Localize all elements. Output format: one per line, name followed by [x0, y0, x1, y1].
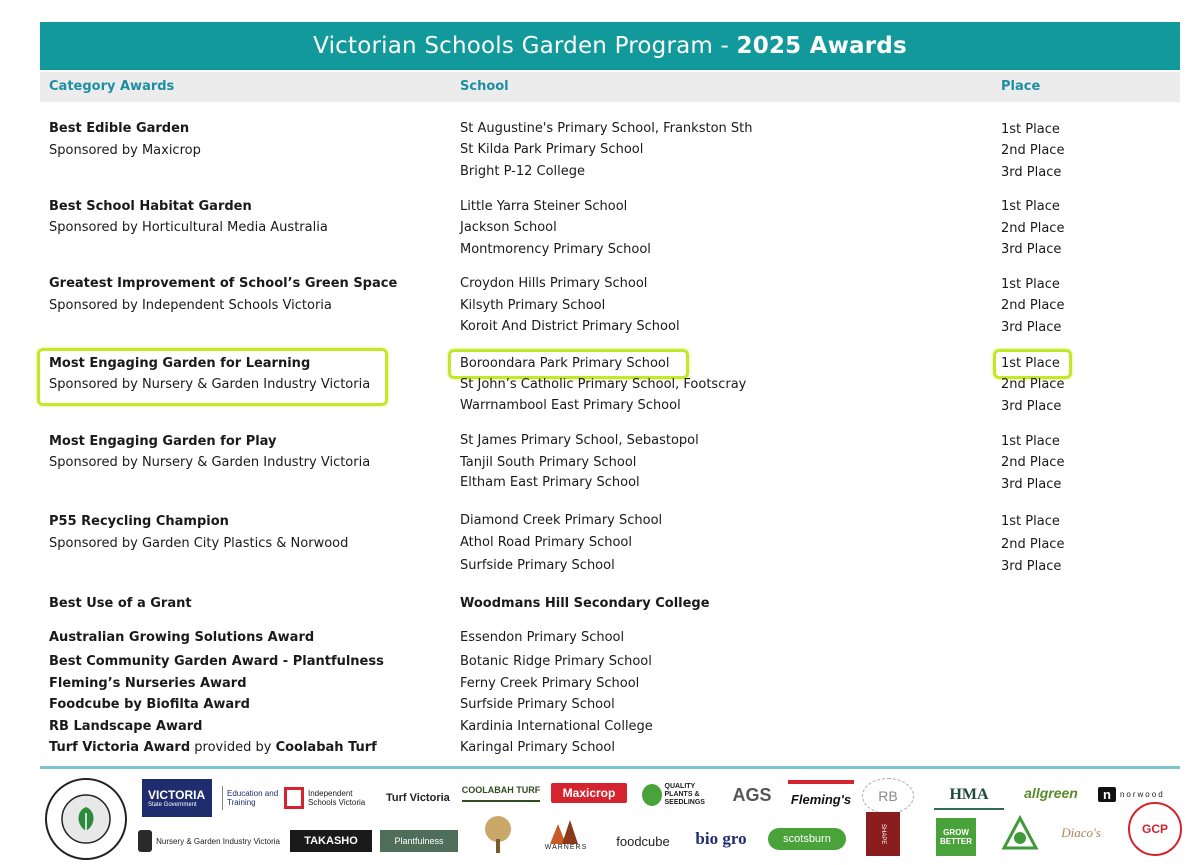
place-label: 3rd Place [1001, 320, 1062, 335]
school-name: Little Yarra Steiner School [460, 199, 628, 214]
place-label: 3rd Place [1001, 477, 1062, 492]
category-title: Australian Growing Solutions Award [49, 630, 315, 645]
place-label: 2nd Place [1001, 221, 1065, 236]
place-label: 2nd Place [1001, 537, 1065, 552]
hand-leaf-icon [138, 830, 152, 852]
category-sponsor: Sponsored by Independent Schools Victoria [49, 298, 332, 313]
isv-logo [282, 784, 378, 812]
school-name: St Kilda Park Primary School [460, 142, 644, 157]
vsgp-logo [44, 777, 128, 861]
scotsburn-logo: scotsburn [768, 828, 846, 850]
recycle-logo [998, 812, 1042, 856]
school-name: Surfside Primary School [460, 558, 615, 573]
foodcube-logo: foodcube [616, 833, 670, 849]
recycle-5-icon [1000, 814, 1040, 854]
school-name: St James Primary School, Sebastopol [460, 433, 699, 448]
coolabah-logo: COOLABAH TURF [462, 780, 540, 802]
warners-mark-icon [546, 818, 586, 844]
category-title: Best Community Garden Award - Plantfulness [49, 654, 384, 669]
plantfulness-logo: Plantfulness [380, 830, 458, 852]
norwood-mark: n [1098, 787, 1116, 802]
category-title: RB Landscape Award [49, 719, 203, 734]
turf-award-connector: provided by [190, 740, 276, 755]
place-label: 3rd Place [1001, 399, 1062, 414]
vsgp-seal-icon [44, 777, 128, 861]
school-name: Jackson School [460, 220, 557, 235]
school-name: Warrnambool East Primary School [460, 398, 681, 413]
shape-logo: SHAPE [866, 812, 900, 856]
takasho-logo: TAKASHO [290, 830, 372, 852]
place-label: 1st Place [1001, 434, 1060, 449]
category-title: Best School Habitat Garden [49, 199, 252, 214]
category-sponsor: Sponsored by Nursery & Garden Industry Victoria [49, 455, 371, 470]
place-label: 1st Place [1001, 514, 1060, 529]
isv-mark-icon [284, 787, 304, 809]
school-name: Karingal Primary School [460, 740, 615, 755]
place-label: 1st Place [1001, 122, 1060, 137]
category-sponsor: Sponsored by Garden City Plastics & Norwood [49, 536, 349, 551]
school-name: Diamond Creek Primary School [460, 513, 663, 528]
isv-logo-text: Independent Schools Victoria [308, 789, 366, 807]
place-label: 2nd Place [1001, 377, 1065, 392]
tree-icon [476, 815, 520, 855]
school-name: Eltham East Primary School [460, 475, 640, 490]
category-title: Foodcube by Biofilta Award [49, 697, 250, 712]
place-label: 3rd Place [1001, 242, 1062, 257]
school-name: Botanic Ridge Primary School [460, 654, 652, 669]
ags-logo: AGS [732, 784, 772, 805]
tree-logo [470, 812, 526, 858]
category-sponsor: Sponsored by Maxicrop [49, 143, 201, 158]
maxicrop-logo: Maxicrop [551, 783, 627, 803]
flemings-logo: Fleming's [788, 780, 854, 814]
qps-logo [640, 780, 716, 810]
category-title [49, 740, 377, 755]
place-label: 2nd Place [1001, 143, 1065, 158]
leaf-icon [642, 784, 662, 806]
rb-landscape-logo: RB [862, 778, 914, 814]
place-label: 1st Place [1001, 356, 1060, 371]
category-title: Fleming’s Nurseries Award [49, 676, 247, 691]
victoria-logo-text: VICTORIA [148, 788, 206, 802]
column-header-row [40, 72, 1180, 102]
place-label: 1st Place [1001, 277, 1060, 292]
school-name: Bright P-12 College [460, 164, 586, 179]
norwood-logo [1098, 783, 1182, 805]
school-name: Koroit And District Primary School [460, 319, 680, 334]
qps-logo-text: QUALITY PLANTS & SEEDLINGS [664, 783, 705, 806]
school-name: St John’s Catholic Primary School, Footscray [460, 377, 747, 392]
category-sponsor: Sponsored by Horticultural Media Australia [49, 220, 328, 235]
school-name: Athol Road Primary School [460, 535, 632, 550]
banner-title-year: 2025 Awards [736, 33, 907, 59]
ngiv-logo-text: Nursery & Garden Industry Victoria [156, 836, 280, 846]
gcp-logo: GCP [1128, 802, 1182, 856]
turf-victoria-logo: Turf Victoria [386, 791, 450, 804]
category-sponsor: Sponsored by Nursery & Garden Industry Victoria [49, 377, 371, 392]
warners-logo-text: WARNERS [544, 843, 588, 851]
school-name: Boroondara Park Primary School [460, 356, 670, 371]
school-name: Essendon Primary School [460, 630, 625, 645]
school-name: Croydon Hills Primary School [460, 276, 648, 291]
education-logo: Education and Training [222, 786, 279, 810]
biogro-logo: bio gro [695, 829, 747, 848]
school-name: Surfside Primary School [460, 697, 615, 712]
school-name: Kilsyth Primary School [460, 298, 606, 313]
banner-title-prefix: Victorian Schools Garden Program - [313, 33, 737, 59]
grow-better-logo: GROW BETTER [936, 818, 976, 856]
category-title: P55 Recycling Champion [49, 514, 229, 529]
school-name: St Augustine's Primary School, Frankston Sth [460, 121, 753, 136]
category-title: Best Use of a Grant [49, 596, 192, 611]
diacos-logo: Diaco's [1061, 825, 1101, 840]
place-label: 2nd Place [1001, 455, 1065, 470]
category-title: Most Engaging Garden for Play [49, 434, 277, 449]
school-name: Montmorency Primary School [460, 242, 651, 257]
hma-logo: HMA [934, 782, 1004, 810]
school-name: Ferny Creek Primary School [460, 676, 640, 691]
column-header-place: Place [1001, 79, 1041, 94]
place-label: 3rd Place [1001, 165, 1062, 180]
victoria-logo-sub: State Government [148, 802, 197, 808]
column-header-school: School [460, 79, 509, 94]
school-name: Kardinia International College [460, 719, 653, 734]
footer-divider [40, 766, 1180, 769]
warners-logo [538, 810, 594, 858]
turf-award-name: Turf Victoria Award [49, 740, 191, 755]
category-title: Greatest Improvement of School’s Green Space [49, 276, 398, 291]
place-label: 2nd Place [1001, 298, 1065, 313]
school-name: Woodmans Hill Secondary College [460, 596, 710, 611]
turf-award-provider: Coolabah Turf [275, 740, 377, 755]
victoria-logo [142, 779, 212, 817]
allgreen-logo: allgreen [1024, 785, 1078, 801]
place-label: 1st Place [1001, 199, 1060, 214]
school-name: Tanjil South Primary School [460, 455, 637, 470]
page-banner [40, 22, 1180, 70]
ngiv-logo [138, 826, 280, 856]
norwood-logo-text: norwood [1119, 789, 1165, 799]
category-title: Most Engaging Garden for Learning [49, 356, 311, 371]
category-title: Best Edible Garden [49, 121, 190, 136]
place-label: 3rd Place [1001, 559, 1062, 574]
column-header-category: Category Awards [49, 79, 175, 94]
